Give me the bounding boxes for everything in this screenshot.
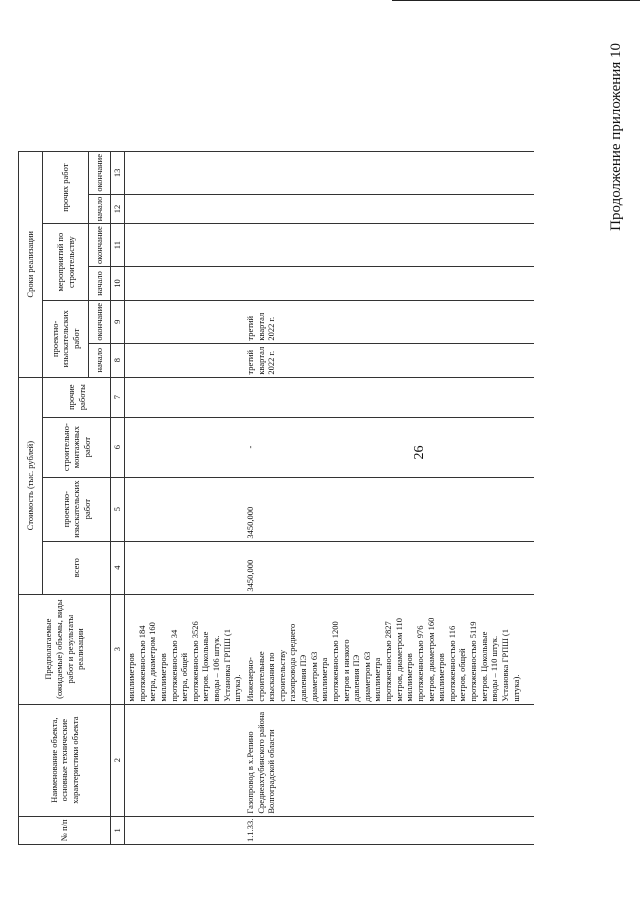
header-results: Предполагаемые (ожидаемые) объемы, виды работ и результаты реализации [19, 594, 111, 704]
col-number: 3 [111, 594, 125, 704]
cost-other [244, 377, 534, 417]
design-start: третий квартал 2022 г. [244, 343, 534, 377]
header-cost-design: проектно-изыскательских работ [43, 477, 111, 541]
col-number: 7 [111, 377, 125, 417]
results-cell: Инженерно- строительные изыскания по строительству газопровода среднего давления ПЭ диаметром 63 миллиметра протяженностью 1200 метров и низкого давления ПЭ диаметром 63 миллиметра протяженностью 2827 метров, диаметром 110 миллиметров протяженностью 976 метров, диаметром 160 миллиметров протяженностью 116 метров, общей протяженностью 5119 метров. Цокольные вводы – 110 штук. Установка ГРПШ (1 штука). [244, 594, 534, 704]
col-number: 8 [111, 343, 125, 377]
col-number: 1 [111, 816, 125, 844]
continuation-label: Продолжение приложения 10 [608, 43, 624, 231]
col-number: 9 [111, 300, 125, 343]
col-number: 2 [111, 704, 125, 816]
cost-construction: - [244, 417, 534, 477]
header-cost-total: всего [43, 541, 111, 594]
header-terms-group: Сроки реализации [19, 152, 43, 378]
construction-start [244, 266, 534, 300]
header-cost-group: Стоимость (тыс. рублей) [19, 377, 43, 594]
header-start: начало [89, 343, 111, 377]
results-cell-prev: миллиметров протяженностью 184 метра, диаметром 160 миллиметров протяженностью 34 метра, общей протяженностью 3526 метров. Цокольные вводы – 106 штук. Установка ГРПШ (1 штука). [125, 594, 244, 704]
header-end: окончание [89, 300, 111, 343]
col-number: 4 [111, 541, 125, 594]
implementation-table [18, 151, 534, 845]
header-start: начало [89, 266, 111, 300]
header-name: Наименование объекта, основные технические характеристики объекта [19, 704, 111, 816]
header-cost-other: прочие работы [43, 377, 111, 417]
header-cost-construction: строительно-монтажных работ [43, 417, 111, 477]
col-number: 6 [111, 417, 125, 477]
design-end: третий квартал 2022 г. [244, 300, 534, 343]
col-number: 12 [111, 194, 125, 224]
col-number: 11 [111, 224, 125, 267]
other-end [244, 152, 534, 195]
col-number: 13 [111, 152, 125, 195]
object-name: Газопровод в х.Репино Среднеахтубинского района Волгоградской области [244, 704, 534, 816]
col-number: 5 [111, 477, 125, 541]
construction-end [244, 224, 534, 267]
header-terms-construction: мероприятий по строительству [43, 224, 89, 301]
cost-design: 3450,000 [244, 477, 534, 541]
header-terms-design: проектно-изыскательских работ [43, 300, 89, 377]
page-number: 26 [412, 445, 427, 460]
table-row-1133 [244, 152, 534, 845]
row-number: 1.1.33. [244, 816, 534, 844]
other-start [244, 194, 534, 224]
table-row-prev [125, 152, 244, 845]
header-start: начало [89, 194, 111, 224]
header-end: окончание [89, 152, 111, 195]
cost-total: 3450,000 [244, 541, 534, 594]
header-end: окончание [89, 224, 111, 267]
header-num: № п/п [19, 816, 111, 844]
header-terms-other: прочих работ [43, 152, 89, 224]
column-number-row [111, 152, 125, 845]
col-number: 10 [111, 266, 125, 300]
